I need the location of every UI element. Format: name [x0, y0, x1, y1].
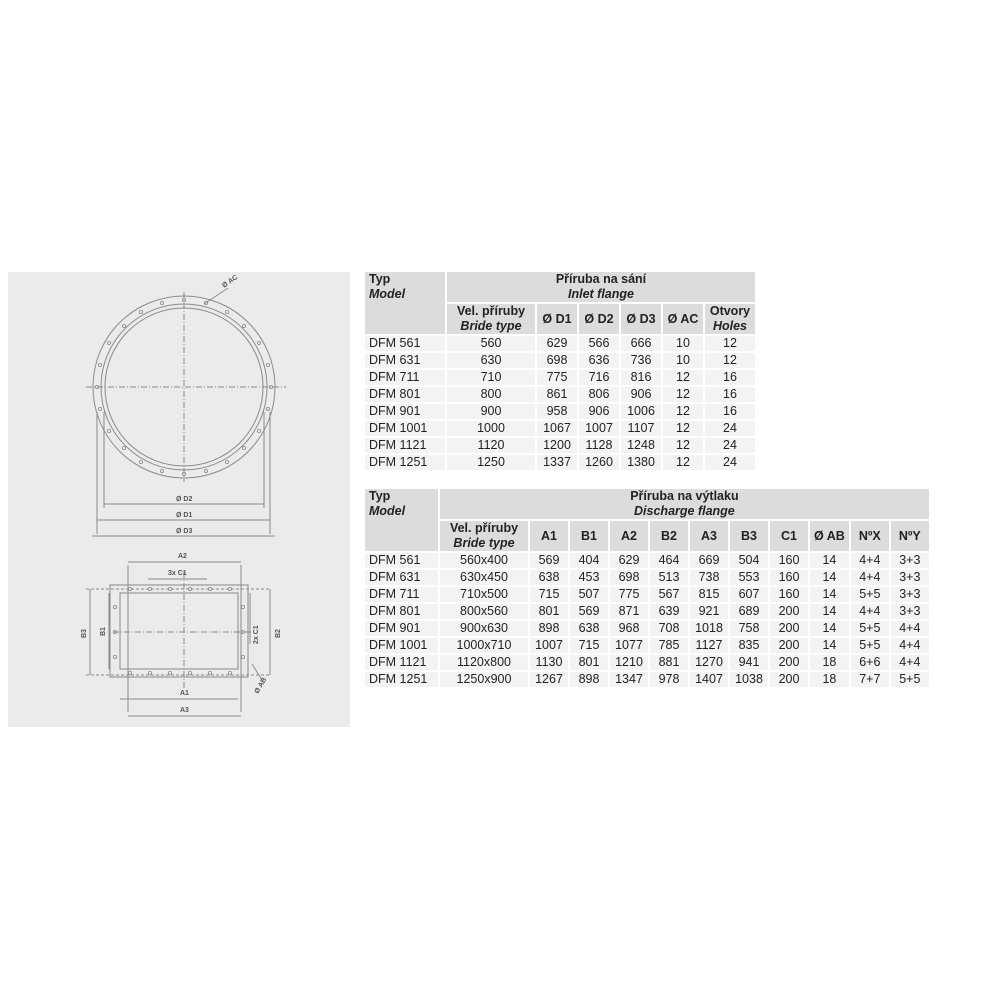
value-cell: 816 [621, 370, 661, 385]
value-cell: 1380 [621, 455, 661, 470]
table-row [365, 438, 755, 453]
table-row [365, 353, 755, 368]
value-cell: 4+4 [851, 570, 889, 585]
value-cell: 1270 [690, 655, 728, 670]
table-row [365, 370, 755, 385]
value-cell: 12 [705, 353, 755, 368]
value-cell: 1007 [579, 421, 619, 436]
table-row [365, 336, 755, 351]
value-cell: 630x450 [440, 570, 528, 585]
value-cell: 12 [705, 336, 755, 351]
value-cell: 24 [705, 421, 755, 436]
value-cell: 4+4 [891, 655, 929, 670]
value-cell: 4+4 [851, 553, 889, 568]
inlet-column-header: Ø AC [663, 304, 703, 334]
value-cell: 200 [770, 604, 808, 619]
value-cell: 607 [730, 587, 768, 602]
value-cell: 1038 [730, 672, 768, 687]
value-cell: 1007 [530, 638, 568, 653]
ab-leader-line [252, 664, 262, 680]
value-cell: 464 [650, 553, 688, 568]
value-cell: 504 [730, 553, 768, 568]
value-cell: 5+5 [851, 587, 889, 602]
value-cell: 900 [447, 404, 535, 419]
model-cell: DFM 801 [365, 604, 438, 619]
model-cell: DFM 1251 [365, 455, 445, 470]
model-cell: DFM 901 [365, 404, 445, 419]
value-cell: 1077 [610, 638, 648, 653]
value-cell: 16 [705, 387, 755, 402]
discharge-flange-table [363, 487, 931, 689]
model-cell: DFM 1001 [365, 638, 438, 653]
value-cell: 507 [570, 587, 608, 602]
value-cell: 710x500 [440, 587, 528, 602]
value-cell: 14 [810, 604, 849, 619]
value-cell: 569 [570, 604, 608, 619]
value-cell: 698 [537, 353, 577, 368]
value-cell: 16 [705, 370, 755, 385]
model-cell: DFM 711 [365, 587, 438, 602]
value-cell: 4+4 [851, 604, 889, 619]
value-cell: 6+6 [851, 655, 889, 670]
value-cell: 1248 [621, 438, 661, 453]
table-row [365, 621, 929, 636]
value-cell: 569 [530, 553, 568, 568]
model-cell: DFM 711 [365, 370, 445, 385]
inlet-column-header: Ø D2 [579, 304, 619, 334]
model-cell: DFM 801 [365, 387, 445, 402]
value-cell: 12 [663, 455, 703, 470]
label-b2: B2 [275, 629, 282, 638]
outlet-column-header: C1 [770, 521, 808, 551]
rect-flange-inner [120, 593, 238, 669]
value-cell: 1128 [579, 438, 619, 453]
value-cell: 941 [730, 655, 768, 670]
label-b1: B1 [100, 627, 107, 636]
value-cell: 815 [690, 587, 728, 602]
table-row [365, 570, 929, 585]
value-cell: 160 [770, 570, 808, 585]
value-cell: 14 [810, 587, 849, 602]
value-cell: 1347 [610, 672, 648, 687]
table-row [365, 553, 929, 568]
outlet-column-header: A2 [610, 521, 648, 551]
value-cell: 200 [770, 621, 808, 636]
model-cell: DFM 1121 [365, 655, 438, 670]
outlet-column-header: B2 [650, 521, 688, 551]
label-d1: Ø D1 [176, 512, 193, 519]
value-cell: 200 [770, 672, 808, 687]
value-cell: 738 [690, 570, 728, 585]
value-cell: 160 [770, 553, 808, 568]
value-cell: 715 [570, 638, 608, 653]
value-cell: 758 [730, 621, 768, 636]
label-a2: A2 [178, 553, 187, 560]
value-cell: 200 [770, 655, 808, 670]
value-cell: 1337 [537, 455, 577, 470]
value-cell: 806 [579, 387, 619, 402]
model-cell: DFM 631 [365, 570, 438, 585]
inlet-column-header: Otvory Holes [705, 304, 755, 334]
rect-bolt-holes [113, 587, 244, 674]
label-d2: Ø D2 [176, 496, 193, 503]
value-cell: 1120x800 [440, 655, 528, 670]
value-cell: 14 [810, 621, 849, 636]
table-row [365, 672, 929, 687]
value-cell: 629 [537, 336, 577, 351]
value-cell: 5+5 [891, 672, 929, 687]
outlet-column-header: Vel. příruby Bride type [440, 521, 528, 551]
outlet-column-header: NºX [851, 521, 889, 551]
table-row [365, 655, 929, 670]
value-cell: 898 [530, 621, 568, 636]
value-cell: 513 [650, 570, 688, 585]
value-cell: 1260 [579, 455, 619, 470]
value-cell: 906 [579, 404, 619, 419]
value-cell: 3+3 [891, 570, 929, 585]
outlet-corner-header: Typ Model [365, 489, 438, 551]
inlet-corner-header: Typ Model [365, 272, 445, 334]
value-cell: 7+7 [851, 672, 889, 687]
value-cell: 1107 [621, 421, 661, 436]
value-cell: 638 [530, 570, 568, 585]
value-cell: 835 [730, 638, 768, 653]
value-cell: 630 [447, 353, 535, 368]
value-cell: 14 [810, 553, 849, 568]
model-cell: DFM 1121 [365, 438, 445, 453]
value-cell: 710 [447, 370, 535, 385]
value-cell: 10 [663, 353, 703, 368]
value-cell: 1130 [530, 655, 568, 670]
model-cell: DFM 1001 [365, 421, 445, 436]
table-row [365, 638, 929, 653]
value-cell: 669 [690, 553, 728, 568]
flange-bore-circle [105, 308, 263, 466]
value-cell: 958 [537, 404, 577, 419]
value-cell: 560 [447, 336, 535, 351]
inlet-column-header: Vel. příruby Bride type [447, 304, 535, 334]
value-cell: 636 [579, 353, 619, 368]
outlet-group-header: Příruba na výtlaku Discharge flange [440, 489, 929, 519]
value-cell: 10 [663, 336, 703, 351]
label-a1: A1 [180, 690, 189, 697]
value-cell: 708 [650, 621, 688, 636]
value-cell: 871 [610, 604, 648, 619]
value-cell: 200 [770, 638, 808, 653]
inlet-flange-table [363, 270, 757, 472]
label-ac: Ø AC [221, 274, 240, 290]
value-cell: 1200 [537, 438, 577, 453]
inlet-column-header: Ø D1 [537, 304, 577, 334]
value-cell: 1210 [610, 655, 648, 670]
table-row [365, 421, 755, 436]
value-cell: 785 [650, 638, 688, 653]
value-cell: 716 [579, 370, 619, 385]
value-cell: 1006 [621, 404, 661, 419]
value-cell: 12 [663, 438, 703, 453]
value-cell: 1120 [447, 438, 535, 453]
value-cell: 921 [690, 604, 728, 619]
value-cell: 800x560 [440, 604, 528, 619]
value-cell: 5+5 [851, 638, 889, 653]
value-cell: 3+3 [891, 587, 929, 602]
label-d3: Ø D3 [176, 528, 193, 535]
value-cell: 160 [770, 587, 808, 602]
outlet-column-header: A3 [690, 521, 728, 551]
outlet-column-header: A1 [530, 521, 568, 551]
value-cell: 775 [537, 370, 577, 385]
value-cell: 900x630 [440, 621, 528, 636]
label-b3: B3 [81, 629, 88, 638]
value-cell: 16 [705, 404, 755, 419]
value-cell: 801 [570, 655, 608, 670]
value-cell: 553 [730, 570, 768, 585]
value-cell: 800 [447, 387, 535, 402]
value-cell: 560x400 [440, 553, 528, 568]
model-cell: DFM 561 [365, 336, 445, 351]
value-cell: 24 [705, 455, 755, 470]
value-cell: 566 [579, 336, 619, 351]
value-cell: 1000x710 [440, 638, 528, 653]
value-cell: 698 [610, 570, 648, 585]
flange-drawing [8, 272, 350, 727]
value-cell: 14 [810, 638, 849, 653]
value-cell: 3+3 [891, 604, 929, 619]
value-cell: 906 [621, 387, 661, 402]
label-a3: A3 [180, 707, 189, 714]
value-cell: 567 [650, 587, 688, 602]
value-cell: 12 [663, 421, 703, 436]
inlet-group-header: Příruba na sání Inlet flange [447, 272, 755, 302]
label-c1x2: 2x C1 [253, 625, 260, 644]
value-cell: 4+4 [891, 638, 929, 653]
value-cell: 666 [621, 336, 661, 351]
value-cell: 978 [650, 672, 688, 687]
inlet-column-header: Ø D3 [621, 304, 661, 334]
value-cell: 715 [530, 587, 568, 602]
value-cell: 736 [621, 353, 661, 368]
value-cell: 638 [570, 621, 608, 636]
value-cell: 1267 [530, 672, 568, 687]
value-cell: 861 [537, 387, 577, 402]
value-cell: 1250x900 [440, 672, 528, 687]
table-row [365, 455, 755, 470]
value-cell: 1000 [447, 421, 535, 436]
table-row [365, 604, 929, 619]
model-cell: DFM 631 [365, 353, 445, 368]
value-cell: 12 [663, 387, 703, 402]
value-cell: 1127 [690, 638, 728, 653]
flange-drawing-svg [8, 272, 350, 727]
label-c1x3: 3x C1 [168, 570, 187, 577]
table-row [365, 404, 755, 419]
value-cell: 1250 [447, 455, 535, 470]
outlet-column-header: NºY [891, 521, 929, 551]
value-cell: 12 [663, 404, 703, 419]
value-cell: 801 [530, 604, 568, 619]
model-cell: DFM 1251 [365, 672, 438, 687]
table-row [365, 587, 929, 602]
value-cell: 968 [610, 621, 648, 636]
value-cell: 18 [810, 672, 849, 687]
value-cell: 18 [810, 655, 849, 670]
value-cell: 629 [610, 553, 648, 568]
outlet-column-header: Ø AB [810, 521, 849, 551]
value-cell: 5+5 [851, 621, 889, 636]
label-ab: Ø AB [253, 676, 269, 695]
value-cell: 881 [650, 655, 688, 670]
value-cell: 689 [730, 604, 768, 619]
value-cell: 639 [650, 604, 688, 619]
model-cell: DFM 561 [365, 553, 438, 568]
value-cell: 14 [810, 570, 849, 585]
value-cell: 4+4 [891, 621, 929, 636]
value-cell: 1407 [690, 672, 728, 687]
model-cell: DFM 901 [365, 621, 438, 636]
table-row [365, 387, 755, 402]
rect-flange-outer [110, 585, 248, 677]
outlet-column-header: B3 [730, 521, 768, 551]
outlet-column-header: B1 [570, 521, 608, 551]
value-cell: 404 [570, 553, 608, 568]
value-cell: 3+3 [891, 553, 929, 568]
value-cell: 24 [705, 438, 755, 453]
value-cell: 775 [610, 587, 648, 602]
value-cell: 453 [570, 570, 608, 585]
value-cell: 898 [570, 672, 608, 687]
value-cell: 1018 [690, 621, 728, 636]
value-cell: 12 [663, 370, 703, 385]
value-cell: 1067 [537, 421, 577, 436]
